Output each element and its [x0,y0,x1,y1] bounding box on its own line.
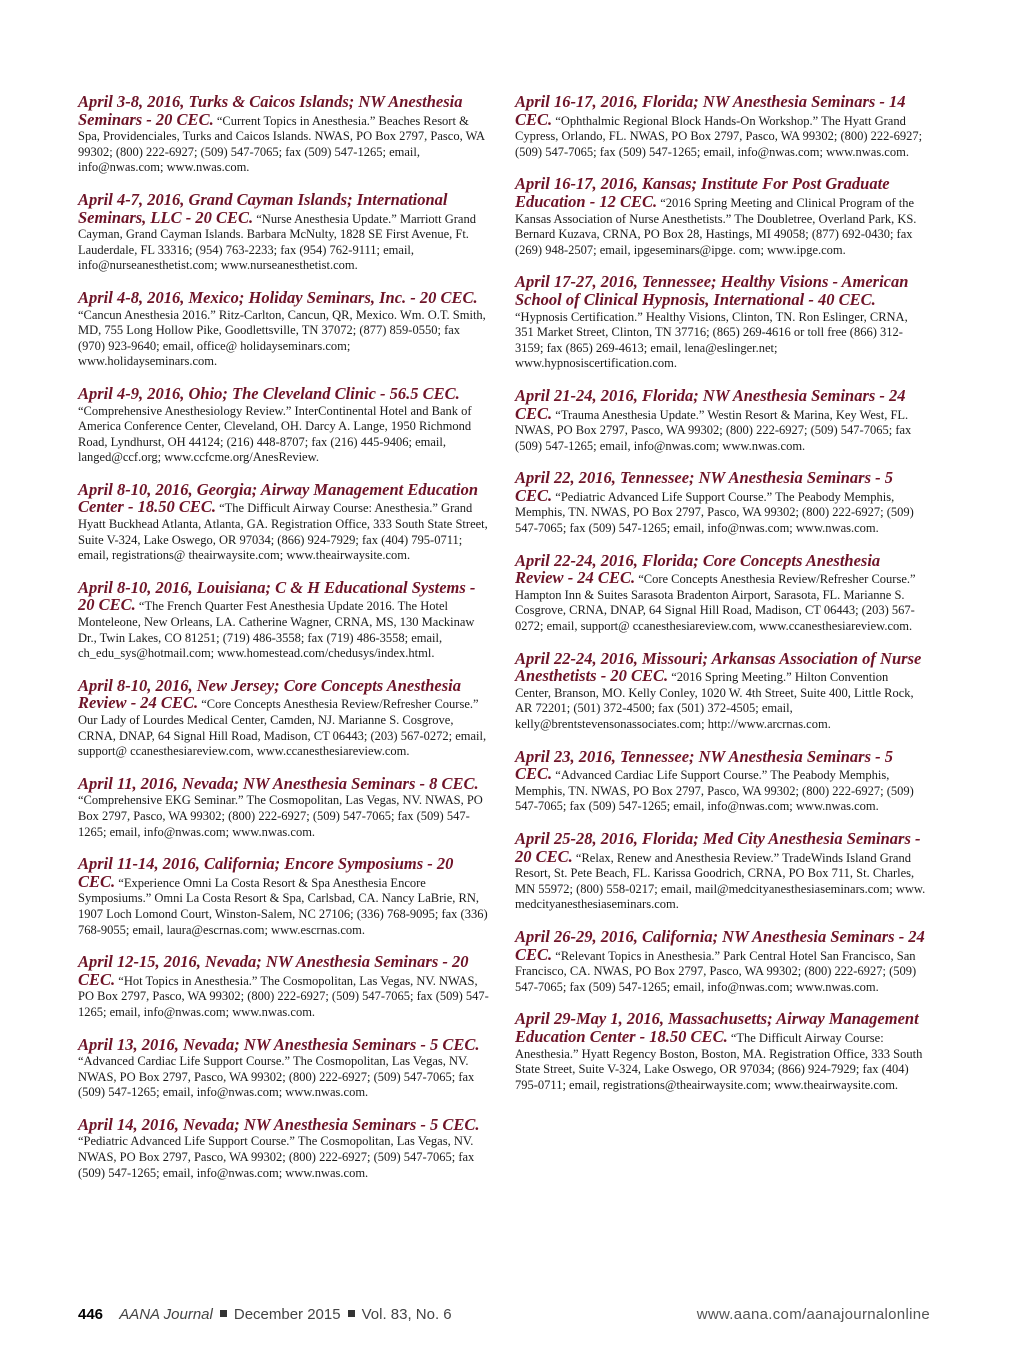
listing-heading: April 21-24, 2016, Florida; NW Anesthesia Seminars - 24 CEC. [515,385,906,423]
listing-text [78,1034,490,1101]
issue-date: December 2015 [233,1306,341,1323]
listing-details: “Core Concepts Anesthesia Review/Refresher Course.” Hampton Inn & Suites Sarasota Bradenton Airport, Sarasota, FL. Marianne S. Cosgrove, CRNA, DNAP, 64 Signal Hill Road, Madison, CT 06443; (203) 567-0272; email, support@ ccanesthesiareview.com, www.ccanesthesiareview.com. [515,572,916,634]
listing-details: “Advanced Cardiac Life Support Course.” The Peabody Memphis, Memphis, TN. NWAS, PO Box 2797, Pasco, WA 99302; (800) 222-6927; (509) 547-7065; fax (509) 547-1265; email, info@nwas.com; www.nwas.com. [515,768,914,814]
listing-details: “Experience Omni La Costa Resort & Spa Anesthesia Encore Symposiums.” Omni La Costa Resort & Spa, Carlsbad, CA. Nancy LaBrie, RN, 1907 Loch Lomond Court, Winston-Salem, NC 27106; (336) 768-9095; fax (336) 768-9055; email, laura@escrnas.com; www.escrnas.com. [78,875,488,937]
meeting-listing [78,954,490,1020]
listing-details: “Core Concepts Anesthesia Review/Refresher Course.” Our Lady of Lourdes Medical Center, Camden, NJ. Marianne S. Cosgrove, CRNA, DNAP, 64 Signal Hill Road, Madison, CT 06443; (203) 567-0272; email, support@ ccanesthesiareview.com, www.ccanesthesiareview.com. [78,697,487,759]
meeting-listing [78,94,490,176]
meeting-listing [515,385,927,454]
listing-text [515,470,927,536]
meeting-listing [78,479,490,564]
listing-text [78,479,490,564]
listing-heading: April 3-8, 2016, Turks & Caicos Islands; NW Anesthesia Seminars - 20 CEC. [78,92,463,129]
listing-heading: April 11, 2016, Nevada; NW Anesthesia Seminars - 8 CEC. [78,773,479,793]
listing-heading: April 23, 2016, Tennessee; NW Anesthesia Seminars - 5 CEC. [515,746,894,784]
meeting-listing [515,1011,927,1093]
meeting-listing [78,383,490,466]
listing-heading: April 13, 2016, Nevada; NW Anesthesia Seminars - 5 CEC. [78,1034,480,1054]
listing-details: “Cancun Anesthesia 2016.” Ritz-Carlton, Cancun, QR, Mexico. Wm. O.T. Smith, MD, 755 Long Hollow Pike, Goodlettsville, TN 37072; (877) 859-0550; fax (970) 923-9640; email, office@ holidayseminars.com; www.holidayseminars.com. [78,307,486,369]
listing-heading: April 16-17, 2016, Kansas; Institute For Post Graduate Education - 12 CEC. [515,174,890,211]
right-column [515,94,927,1109]
meeting-listing [78,1114,490,1181]
meeting-listing [78,856,490,938]
journal-url[interactable]: www.aana.com/aanajournalonline [696,1306,930,1323]
listing-text [78,94,490,176]
listing-text [515,1011,927,1093]
listing-details: “Nurse Anesthesia Update.” Marriott Grand Cayman, Grand Cayman Islands. Barbara McNulty, 1828 SE First Avenue, Ft. Lauderdale, FL 33316; (954) 763-2233; fax (954) 762-9111; email, info@nurseanesthetist.com; www.nurseanesthetist.com. [78,211,476,273]
listing-details: “Comprehensive Anesthesiology Review.” InterContinental Hotel and Bank of America Conference Center, Cleveland, OH. Darcy A. Lange, 1950 Richmond Road, Lyndhurst, OH 44124; (216) 448-8707; fax (216) 445-9406; email, langed@ccf.org; www.ccfcme.org/AnesReview. [78,403,472,465]
listing-heading: April 25-28, 2016, Florida; Med City Anesthesia Seminars - 20 CEC. [515,828,921,866]
listing-details: “Pediatric Advanced Life Support Course.” The Peabody Memphis, Memphis, TN. NWAS, PO Box 2797, Pasco, WA 99302; (800) 222-6927; (509) 547-7065; fax (509) 547-1265; email, info@nwas.com; www.nwas.com. [515,489,914,536]
listing-heading: April 22, 2016, Tennessee; NW Anesthesia Seminars - 5 CEC. [515,468,894,505]
listing-heading: April 22-24, 2016, Missouri; Arkansas Association of Nurse Anesthetists - 20 CEC. [515,648,922,686]
listing-text [515,828,927,913]
listing-details: “Advanced Cardiac Life Support Course.” The Cosmopolitan, Las Vegas, NV. NWAS, PO Box 2797, Pasco, WA 99302; (800) 222-6927; (509) 547-7065; fax (509) 547-1265; email, info@nwas.com; www.nwas.com. [78,1054,475,1100]
meeting-listing [78,675,490,760]
listing-text [515,176,927,258]
separator-square-icon [220,1310,227,1317]
meeting-listing [515,176,927,258]
meeting-listing [515,470,927,536]
listing-details: “2016 Spring Meeting.” Hilton Convention Center, Branson, MO. Kelly Conley, 1020 W. 4th Street, Suite 400, Little Rock, AR 72201; (501) 372-4500; fax (501) 372-4505; email, kelly@brentstevensonassociates.com; http://www.arcrnas.com. [515,670,914,731]
volume-issue: Vol. 83, No. 6 [361,1306,452,1323]
meeting-listing [515,274,927,372]
listing-heading: April 12-15, 2016, Nevada; NW Anesthesia Seminars - 20 CEC. [78,952,469,989]
listing-details: “Relevant Topics in Anesthesia.” Park Central Hotel San Francisco, San Francisco, CA. NWAS, PO Box 2797, Pasco, WA 99302; (800) 222-6927; (509) 547-7065; fax (509) 547-1265; email, info@nwas.com; www.nwas.com. [515,948,917,994]
listing-heading: April 8-10, 2016, New Jersey; Core Concepts Anesthesia Review - 24 CEC. [78,675,462,713]
meeting-listing [78,287,490,370]
listing-text [515,550,927,635]
listing-heading: April 22-24, 2016, Florida; Core Concepts Anesthesia Review - 24 CEC. [515,550,881,588]
listing-details: “Hot Topics in Anesthesia.” The Cosmopolitan, Las Vegas, NV. NWAS, PO Box 2797, Pasco, WA 99302; (800) 222-6927; (509) 547-7065; fax (509) 547-1265; email, info@nwas.com; www.nwas.com. [78,973,489,1019]
listing-heading: April 8-10, 2016, Georgia; Airway Management Education Center - 18.50 CEC. [78,479,478,517]
page-footer [78,1306,930,1323]
listing-details: “Comprehensive EKG Seminar.” The Cosmopolitan, Las Vegas, NV. NWAS, PO Box 2797, Pasco, WA 99302; (800) 222-6927; (509) 547-7065; fax (509) 547-1265; email, info@nwas.com; www.nwas.com. [78,793,483,839]
listing-text [78,383,490,466]
listing-text [515,94,927,160]
listing-text [515,274,927,372]
listing-details: “Pediatric Advanced Life Support Course.” The Cosmopolitan, Las Vegas, NV. NWAS, PO Box 2797, Pasco, WA 99302; (800) 222-6927; (509) 547-7065; fax (509) 547-1265; email, info@nwas.com; www.nwas.com. [78,1134,475,1180]
listing-text [78,773,490,840]
listing-text [78,954,490,1020]
listing-details: “Relax, Renew and Anesthesia Review.” TradeWinds Island Grand Resort, St. Pete Beach, FL. Karissa Goodrich, CRNA, PO Box 711, St. Charles, MN 55972; (800) 558-0217; email, mail@medcityanesthesiaseminars.com; www. medcityanesthesiaseminars.com. [515,850,926,912]
listing-heading: April 26-29, 2016, California; NW Anesthesia Seminars - 24 CEC. [515,926,925,964]
listing-details: “The Difficult Airway Course: Anesthesia.” Grand Hyatt Buckhead Atlanta, Atlanta, GA. Registration Office, 333 South State Street, Suite V-324, Lake Oswego, OR 97034; (866) 924-7929; fax (404) 795-0711; email, registrations@ theairwaysite.com; www.theairwaysite.com. [78,501,488,563]
listing-text [78,856,490,938]
meeting-listing [515,828,927,913]
listing-heading: April 14, 2016, Nevada; NW Anesthesia Seminars - 5 CEC. [78,1114,480,1134]
meeting-listing [78,189,490,274]
listing-heading: April 4-7, 2016, Grand Cayman Islands; International Seminars, LLC - 20 CEC. [78,189,448,227]
meeting-listing [78,773,490,840]
footer-citation [78,1306,452,1323]
listing-heading: April 29-May 1, 2016, Massachusetts; Airway Management Education Center - 18.50 CEC. [515,1009,919,1046]
meeting-listing [515,550,927,635]
listing-heading: April 11-14, 2016, California; Encore Symposiums - 20 CEC. [78,854,454,891]
meeting-listing [515,926,927,995]
listing-heading: April 17-27, 2016, Tennessee; Healthy Visions - American School of Clinical Hypnosis, International - 40 CEC. [515,272,909,309]
listing-details: “Hypnosis Certification.” Healthy Visions, Clinton, TN. Ron Eslinger, CRNA, 351 Market Street, Clinton, TN 37716; (865) 269-4616 or toll free (866) 312-3159; fax (865) 269-4613; email, lena@eslinger.net; www.hypnosiscertification.com. [515,309,908,371]
separator-square-icon [348,1310,355,1317]
left-column [78,94,490,1197]
listing-details: “2016 Spring Meeting and Clinical Program of the Kansas Association of Nurse Anesthetists.” The Doubletree, Overland Park, KS. Bernard Kuzava, CRNA, PO Box 28, Hastings, MI 49058; (877) 692-0430; fax (269) 948-2507; email, ipgeseminars@ipge. com; www.ipge.com. [515,195,917,257]
page-number: 446 [78,1306,104,1323]
listing-heading: April 4-8, 2016, Mexico; Holiday Seminars, Inc. - 20 CEC. [78,287,478,307]
listing-text [78,577,490,662]
listing-details: “Ophthalmic Regional Block Hands-On Workshop.” The Hyatt Grand Cypress, Orlando, FL. NWAS, PO Box 2797, Pasco, WA 99302; (800) 222-6927; (509) 547-7065; fax (509) 547-1265; email, info@nwas.com; www.nwas.com. [515,113,923,159]
listing-text [515,926,927,995]
meeting-listing [78,577,490,662]
meeting-listing [515,648,927,733]
journal-title: AANA Journal [119,1306,213,1323]
meeting-listing [78,1034,490,1101]
listing-text [78,287,490,370]
listing-text [78,675,490,760]
listing-text [78,1114,490,1181]
listing-text [515,648,927,733]
meeting-listing [515,746,927,815]
listing-details: “Current Topics in Anesthesia.” Beaches Resort & Spa, Providenciales, Turks and Caicos Islands. NWAS, PO Box 2797, Pasco, WA 99302; (800) 222-6927; (509) 547-7065; fax (509) 547-1265; email, info@nwas.com; www.nwas.com. [78,113,485,175]
listing-heading: April 16-17, 2016, Florida; NW Anesthesia Seminars - 14 CEC. [515,92,906,129]
meeting-listing [515,94,927,160]
listing-heading: April 8-10, 2016, Louisiana; C & H Educational Systems - 20 CEC. [78,577,476,615]
listing-text [515,385,927,454]
listing-details: “The Difficult Airway Course: Anesthesia.” Hyatt Regency Boston, Boston, MA. Registration Office, 333 South State Street, Suite V-324, Lake Oswego, OR 97034; (866) 924-7929; fax (404) 795-0711; email, registrations@theairwaysite.com; www.theairwaysite.com. [515,1030,923,1092]
listing-details: “The French Quarter Fest Anesthesia Update 2016. The Hotel Monteleone, New Orleans, LA. Catherine Wagner, CRNA, MS, 130 Mackinaw Dr., Twin Lakes, CO 81251; (719) 486-3558; fax (719) 486-3558; email, ch_edu_sys@hotmail.com; www.homestead.com/chedusys/index.html. [78,599,475,661]
listing-details: “Trauma Anesthesia Update.” Westin Resort & Marina, Key West, FL. NWAS, PO Box 2797, Pasco, WA 99302; (800) 222-6927; (509) 547-7065; fax (509) 547-1265; email, info@nwas.com; www.nwas.com. [515,407,912,453]
listing-text [78,189,490,274]
listing-heading: April 4-9, 2016, Ohio; The Cleveland Clinic - 56.5 CEC. [78,383,460,403]
listing-text [515,746,927,815]
